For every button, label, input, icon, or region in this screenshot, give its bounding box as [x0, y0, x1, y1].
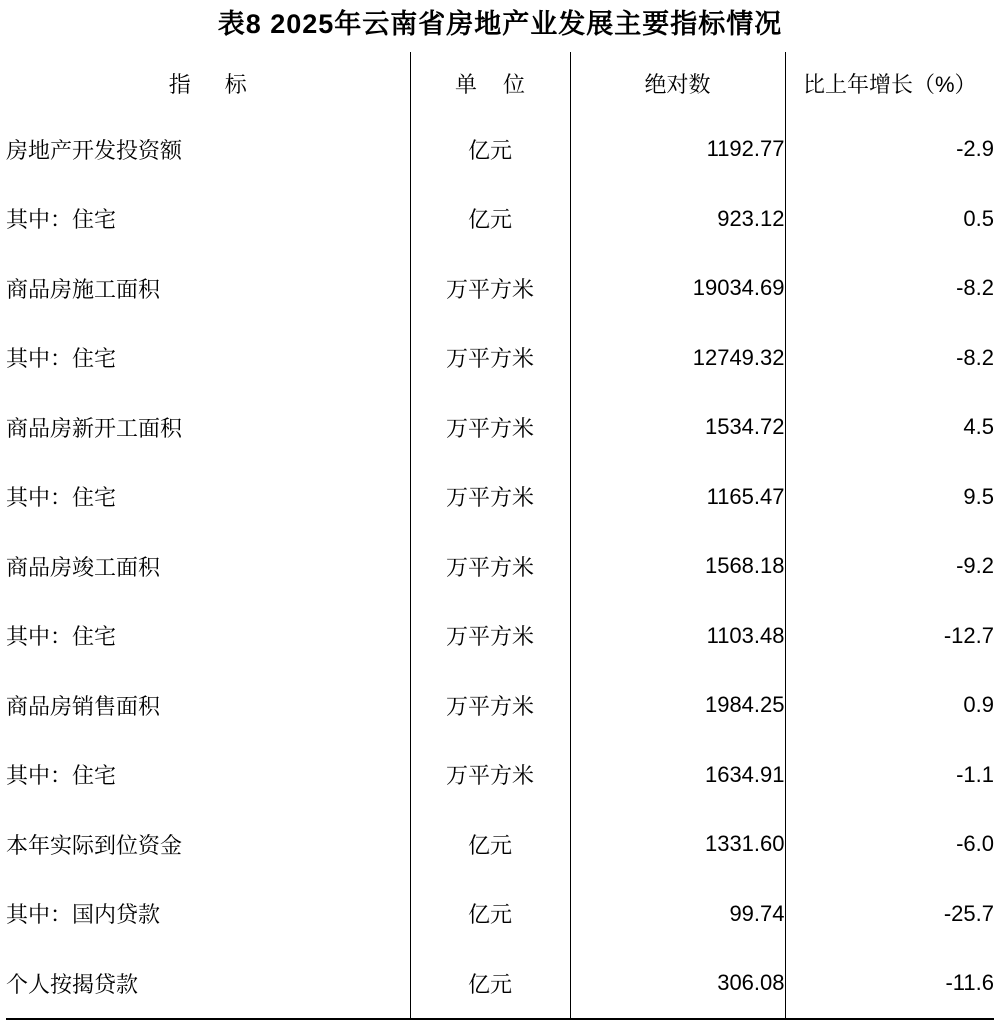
table-body: [6, 114, 994, 1019]
table-row: [6, 323, 994, 393]
cell-absolute: 1634.91: [570, 740, 785, 810]
cell-unit: 万平方米: [410, 670, 570, 740]
table-row: [6, 601, 994, 671]
table-row: [6, 531, 994, 601]
cell-unit: 万平方米: [410, 323, 570, 393]
statistics-table: [6, 52, 994, 1020]
column-header-absolute: 绝对数: [570, 52, 785, 114]
table-row: [6, 948, 994, 1019]
table-row: [6, 392, 994, 462]
cell-growth: 4.5: [785, 392, 994, 462]
cell-indicator: 商品房施工面积: [6, 276, 161, 302]
table-row: [6, 670, 994, 740]
cell-absolute: 923.12: [570, 184, 785, 254]
cell-absolute: 99.74: [570, 879, 785, 949]
cell-growth: -11.6: [785, 948, 994, 1019]
cell-growth: -25.7: [785, 879, 994, 949]
cell-unit: 亿元: [410, 948, 570, 1019]
cell-absolute: 1534.72: [570, 392, 785, 462]
column-header-indicator: 指 标: [168, 71, 261, 97]
cell-indicator: 商品房新开工面积: [6, 415, 183, 441]
cell-growth: -6.0: [785, 809, 994, 879]
cell-absolute: 1984.25: [570, 670, 785, 740]
cell-unit: 亿元: [410, 809, 570, 879]
cell-unit: 万平方米: [410, 462, 570, 532]
cell-growth: -8.2: [785, 323, 994, 393]
cell-growth: -9.2: [785, 531, 994, 601]
cell-absolute: 1192.77: [570, 114, 785, 184]
cell-indicator: 其中：住宅: [6, 207, 117, 233]
cell-absolute: 1568.18: [570, 531, 785, 601]
cell-indicator: 商品房竣工面积: [6, 554, 161, 580]
cell-unit: 万平方米: [410, 601, 570, 671]
cell-absolute: 306.08: [570, 948, 785, 1019]
cell-growth: -1.1: [785, 740, 994, 810]
cell-unit: 万平方米: [410, 392, 570, 462]
cell-indicator: 其中：国内贷款: [6, 902, 161, 928]
cell-absolute: 12749.32: [570, 323, 785, 393]
cell-absolute: 1103.48: [570, 601, 785, 671]
table-row: [6, 879, 994, 949]
cell-absolute: 19034.69: [570, 253, 785, 323]
cell-indicator: 房地产开发投资额: [6, 137, 183, 163]
cell-unit: 万平方米: [410, 253, 570, 323]
cell-indicator: 其中：住宅: [6, 763, 117, 789]
cell-indicator: 商品房销售面积: [6, 693, 161, 719]
cell-growth: 9.5: [785, 462, 994, 532]
cell-growth: -2.9: [785, 114, 994, 184]
cell-unit: 万平方米: [410, 531, 570, 601]
cell-indicator: 其中：住宅: [6, 624, 117, 650]
column-header-growth: 比上年增长（%）: [785, 52, 994, 114]
cell-growth: 0.9: [785, 670, 994, 740]
cell-unit: 亿元: [410, 184, 570, 254]
table-row: [6, 184, 994, 254]
cell-absolute: 1331.60: [570, 809, 785, 879]
page-title: 表8 2025年云南省房地产业发展主要指标情况: [217, 9, 783, 39]
table-row: [6, 809, 994, 879]
cell-indicator: 其中：住宅: [6, 346, 117, 372]
cell-growth: -8.2: [785, 253, 994, 323]
cell-indicator: 本年实际到位资金: [6, 832, 183, 858]
table-row: [6, 253, 994, 323]
table-header-row: [6, 52, 994, 114]
cell-unit: 万平方米: [410, 740, 570, 810]
cell-indicator: 其中：住宅: [6, 485, 117, 511]
cell-absolute: 1165.47: [570, 462, 785, 532]
cell-indicator: 个人按揭贷款: [6, 948, 410, 1019]
table-row: [6, 114, 994, 184]
cell-growth: -12.7: [785, 601, 994, 671]
table-row: [6, 740, 994, 810]
column-header-unit: 单 位: [410, 52, 570, 114]
cell-unit: 亿元: [410, 879, 570, 949]
cell-unit: 亿元: [410, 114, 570, 184]
cell-growth: 0.5: [785, 184, 994, 254]
table-row: [6, 462, 994, 532]
